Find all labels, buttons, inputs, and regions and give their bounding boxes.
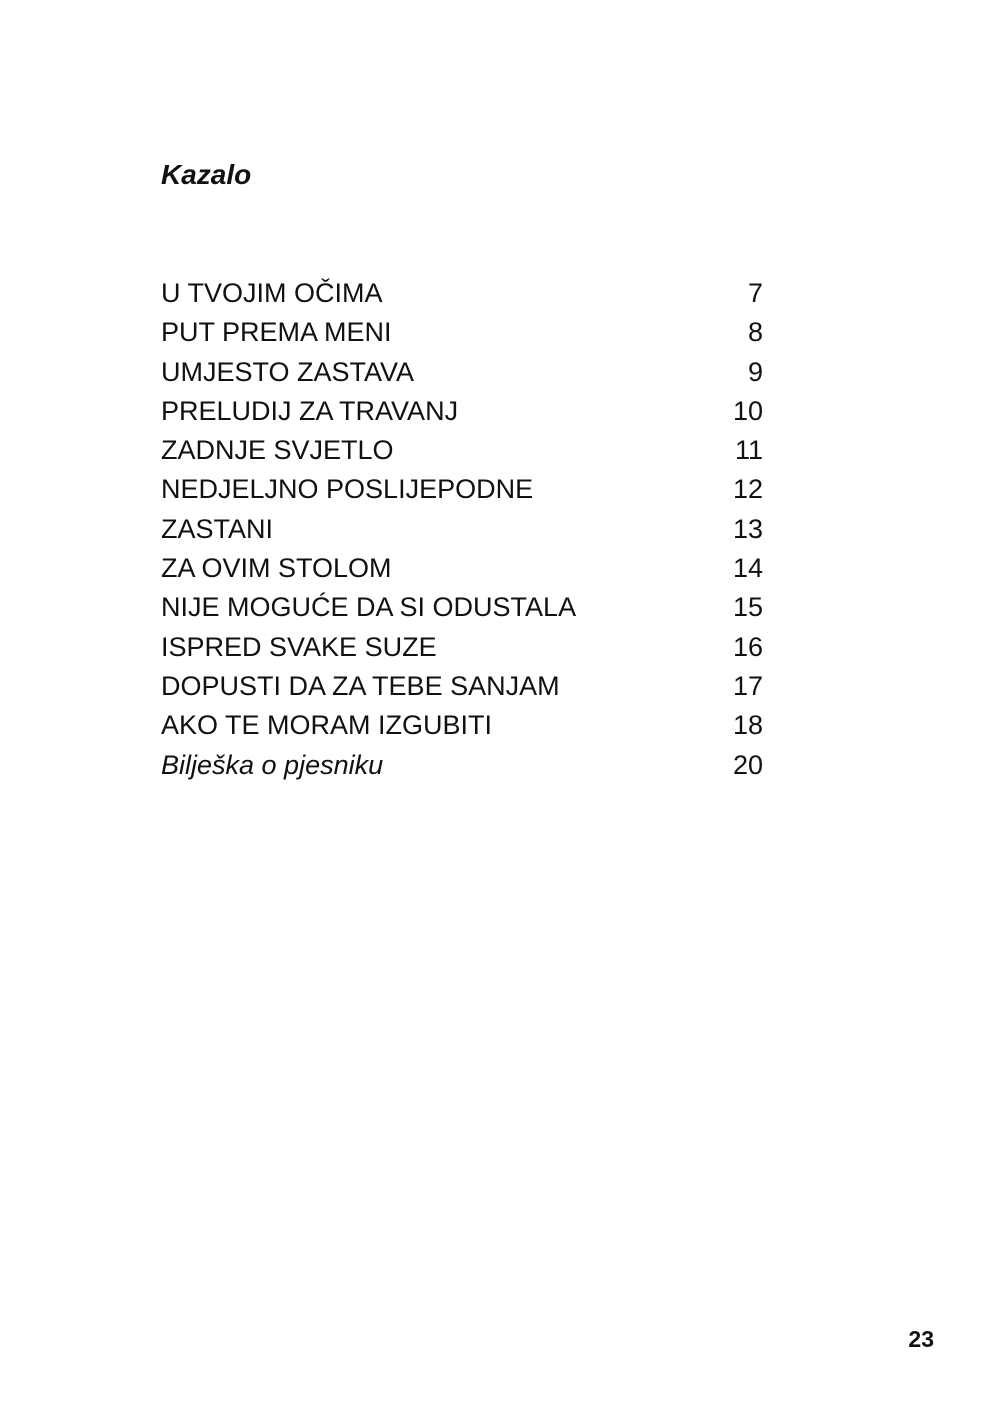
toc-entry[interactable] [161,353,763,392]
toc-entry-page: 17 [732,670,763,701]
toc-entry-title: NIJE MOGUĆE DA SI ODUSTALA [161,592,577,623]
toc-entry[interactable] [161,549,763,588]
toc-entry-page: 9 [747,356,763,387]
toc-entry[interactable] [161,392,763,431]
toc-entry-title: U TVOJIM OČIMA [161,278,383,308]
toc-entry-page: 18 [732,710,763,741]
toc-entry-page: 11 [734,435,763,466]
toc-entry[interactable] [161,470,763,509]
toc-entry-title: DOPUSTI DA ZA TEBE SANJAM [161,670,560,701]
toc-entry-page: 8 [747,317,763,348]
toc-entry-page: 7 [747,278,763,308]
toc-entry-page: 15 [732,592,763,623]
toc-entry[interactable] [161,628,763,667]
toc-entry[interactable] [161,667,763,706]
toc-entry-title: ZA OVIM STOLOM [161,553,392,584]
toc-entry-page: 16 [732,631,763,662]
toc-entry-page: 12 [732,474,763,505]
page-number: 23 [908,1326,934,1352]
toc-entry-title: PRELUDIJ ZA TRAVANJ [161,395,459,426]
toc-entry[interactable] [161,313,763,352]
toc-entry-title: Bilješka o pjesniku [161,749,384,780]
toc-entry[interactable] [161,588,763,627]
toc-entry[interactable] [161,706,763,745]
toc-entry-page: 13 [732,513,763,544]
toc-entry-title: ZASTANI [161,513,274,544]
page-title: Kazalo [161,159,252,190]
toc-entry[interactable] [161,510,763,549]
table-of-contents [161,274,763,785]
toc-entry-title: AKO TE MORAM IZGUBITI [161,710,493,741]
toc-entry-title: ZADNJE SVJETLO [161,435,394,466]
toc-entry[interactable] [161,431,763,470]
toc-entry[interactable] [161,274,763,313]
toc-entry-page: 10 [732,395,763,426]
toc-entry-title: UMJESTO ZASTAVA [161,356,415,387]
toc-entry-title: ISPRED SVAKE SUZE [161,631,437,662]
toc-entry-title: PUT PREMA MENI [161,317,392,348]
toc-entry-page: 20 [732,749,763,780]
toc-entry-author-note[interactable] [161,746,763,785]
toc-entry-page: 14 [732,553,763,584]
toc-entry-title: NEDJELJNO POSLIJEPODNE [161,474,534,505]
